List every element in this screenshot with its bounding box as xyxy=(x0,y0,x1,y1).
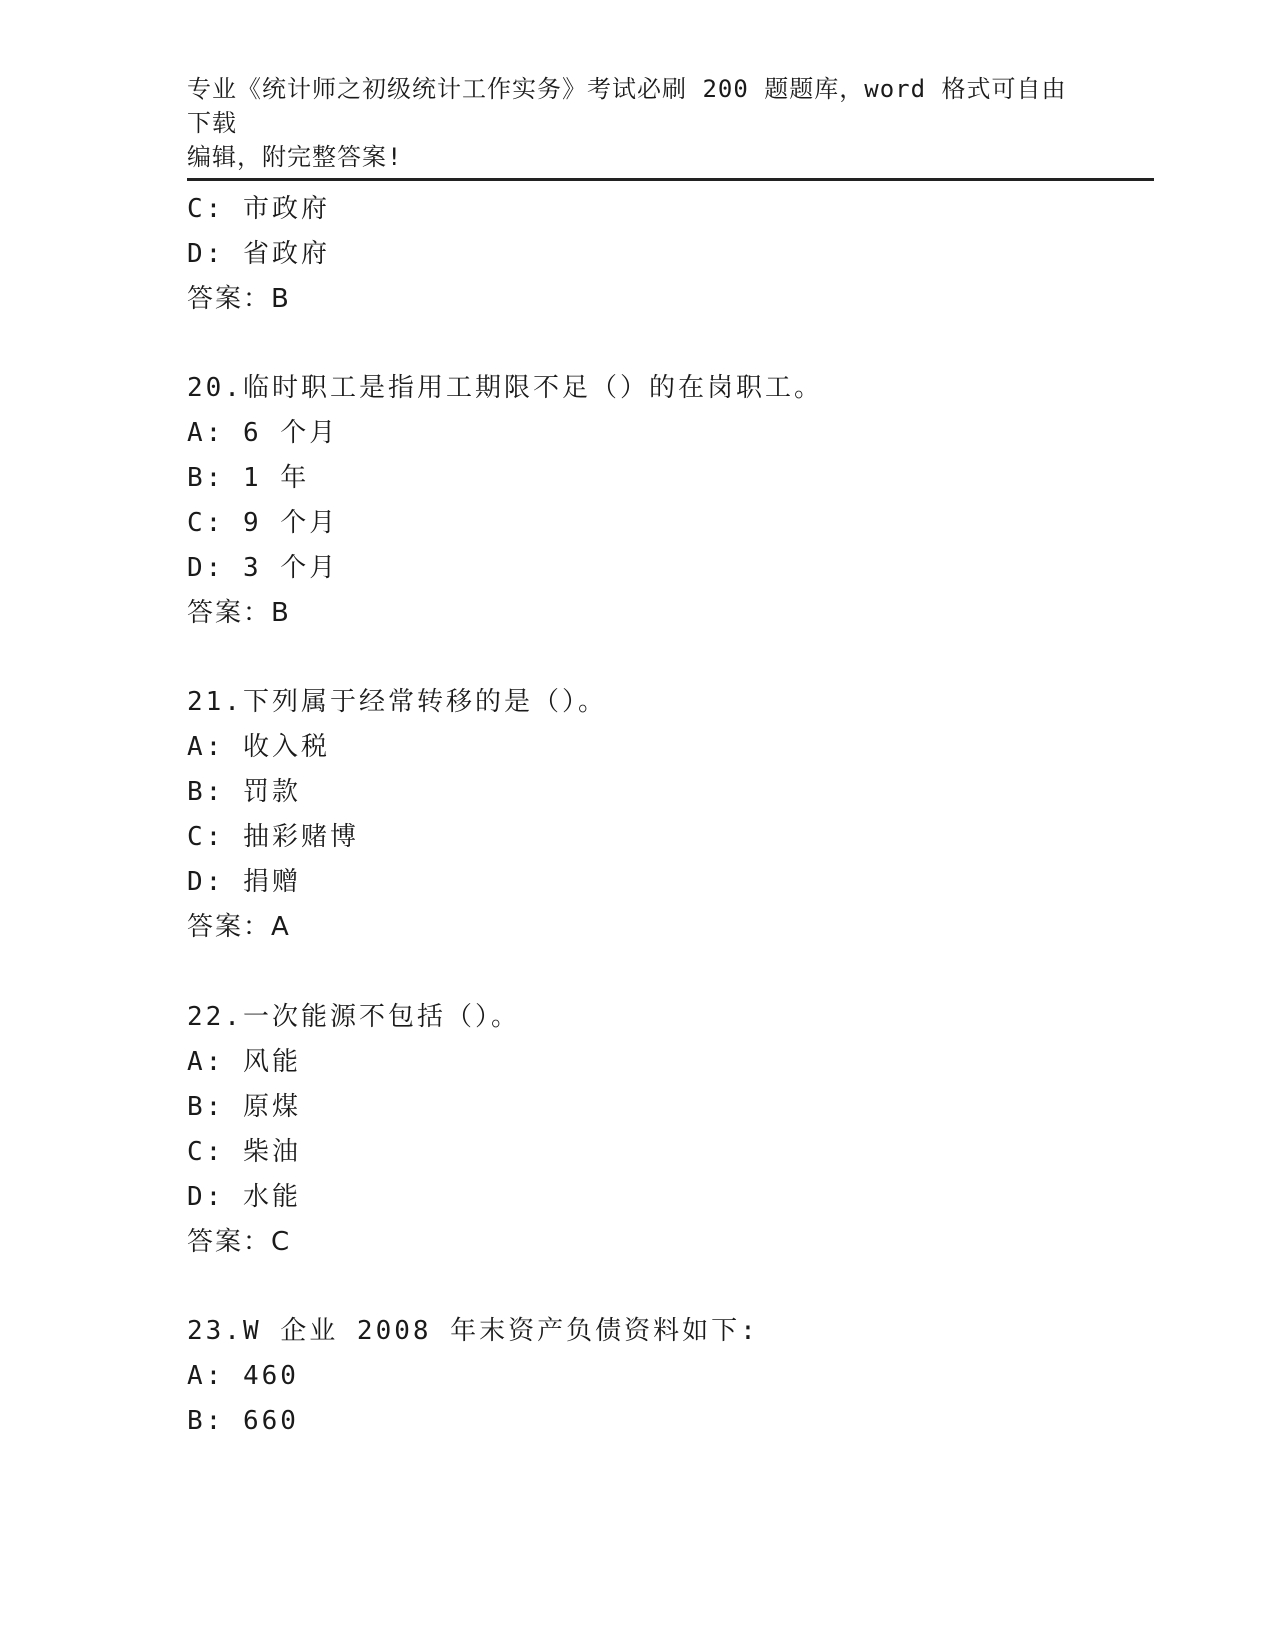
q23-option-b: B: 660 xyxy=(187,1406,299,1436)
q20-option-c: C: 9 个月 xyxy=(187,508,339,538)
q22-answer: 答案：C xyxy=(187,1227,292,1257)
header-line-2: 编辑，附完整答案! xyxy=(187,143,403,171)
document-header xyxy=(187,72,1067,174)
q21-stem: 21.下列属于经常转移的是（）。 xyxy=(187,687,607,717)
q20-option-a: A: 6 个月 xyxy=(187,418,339,448)
q22-option-c: C: 柴油 xyxy=(187,1137,301,1167)
q20-option-b: B: 1 年 xyxy=(187,463,310,493)
header-line-1: 专业《统计师之初级统计工作实务》考试必刷 200 题题库，word 格式可自由下载 xyxy=(187,75,1067,137)
q21-answer: 答案：A xyxy=(187,912,291,942)
q21-option-b: B: 罚款 xyxy=(187,777,301,807)
header-divider xyxy=(187,178,1154,181)
q20-stem: 20.临时职工是指用工期限不足（）的在岗职工。 xyxy=(187,373,823,403)
q22-option-d: D: 水能 xyxy=(187,1182,301,1212)
q20-option-d: D: 3 个月 xyxy=(187,553,339,583)
q19-answer: 答案：B xyxy=(187,284,291,314)
q22-option-b: B: 原煤 xyxy=(187,1092,301,1122)
q22-option-a: A: 风能 xyxy=(187,1047,301,1077)
q21-option-d: D: 捐赠 xyxy=(187,867,301,897)
q22-stem: 22.一次能源不包括（）。 xyxy=(187,1002,520,1032)
q20-answer: 答案：B xyxy=(187,598,291,628)
q21-option-c: C: 抽彩赌博 xyxy=(187,822,359,852)
q19-option-c: C: 市政府 xyxy=(187,194,330,224)
q21-option-a: A: 收入税 xyxy=(187,732,330,762)
q23-stem: 23.W 企业 2008 年末资产负债资料如下: xyxy=(187,1316,759,1346)
q23-option-a: A: 460 xyxy=(187,1361,299,1391)
q19-option-d: D: 省政府 xyxy=(187,239,330,269)
